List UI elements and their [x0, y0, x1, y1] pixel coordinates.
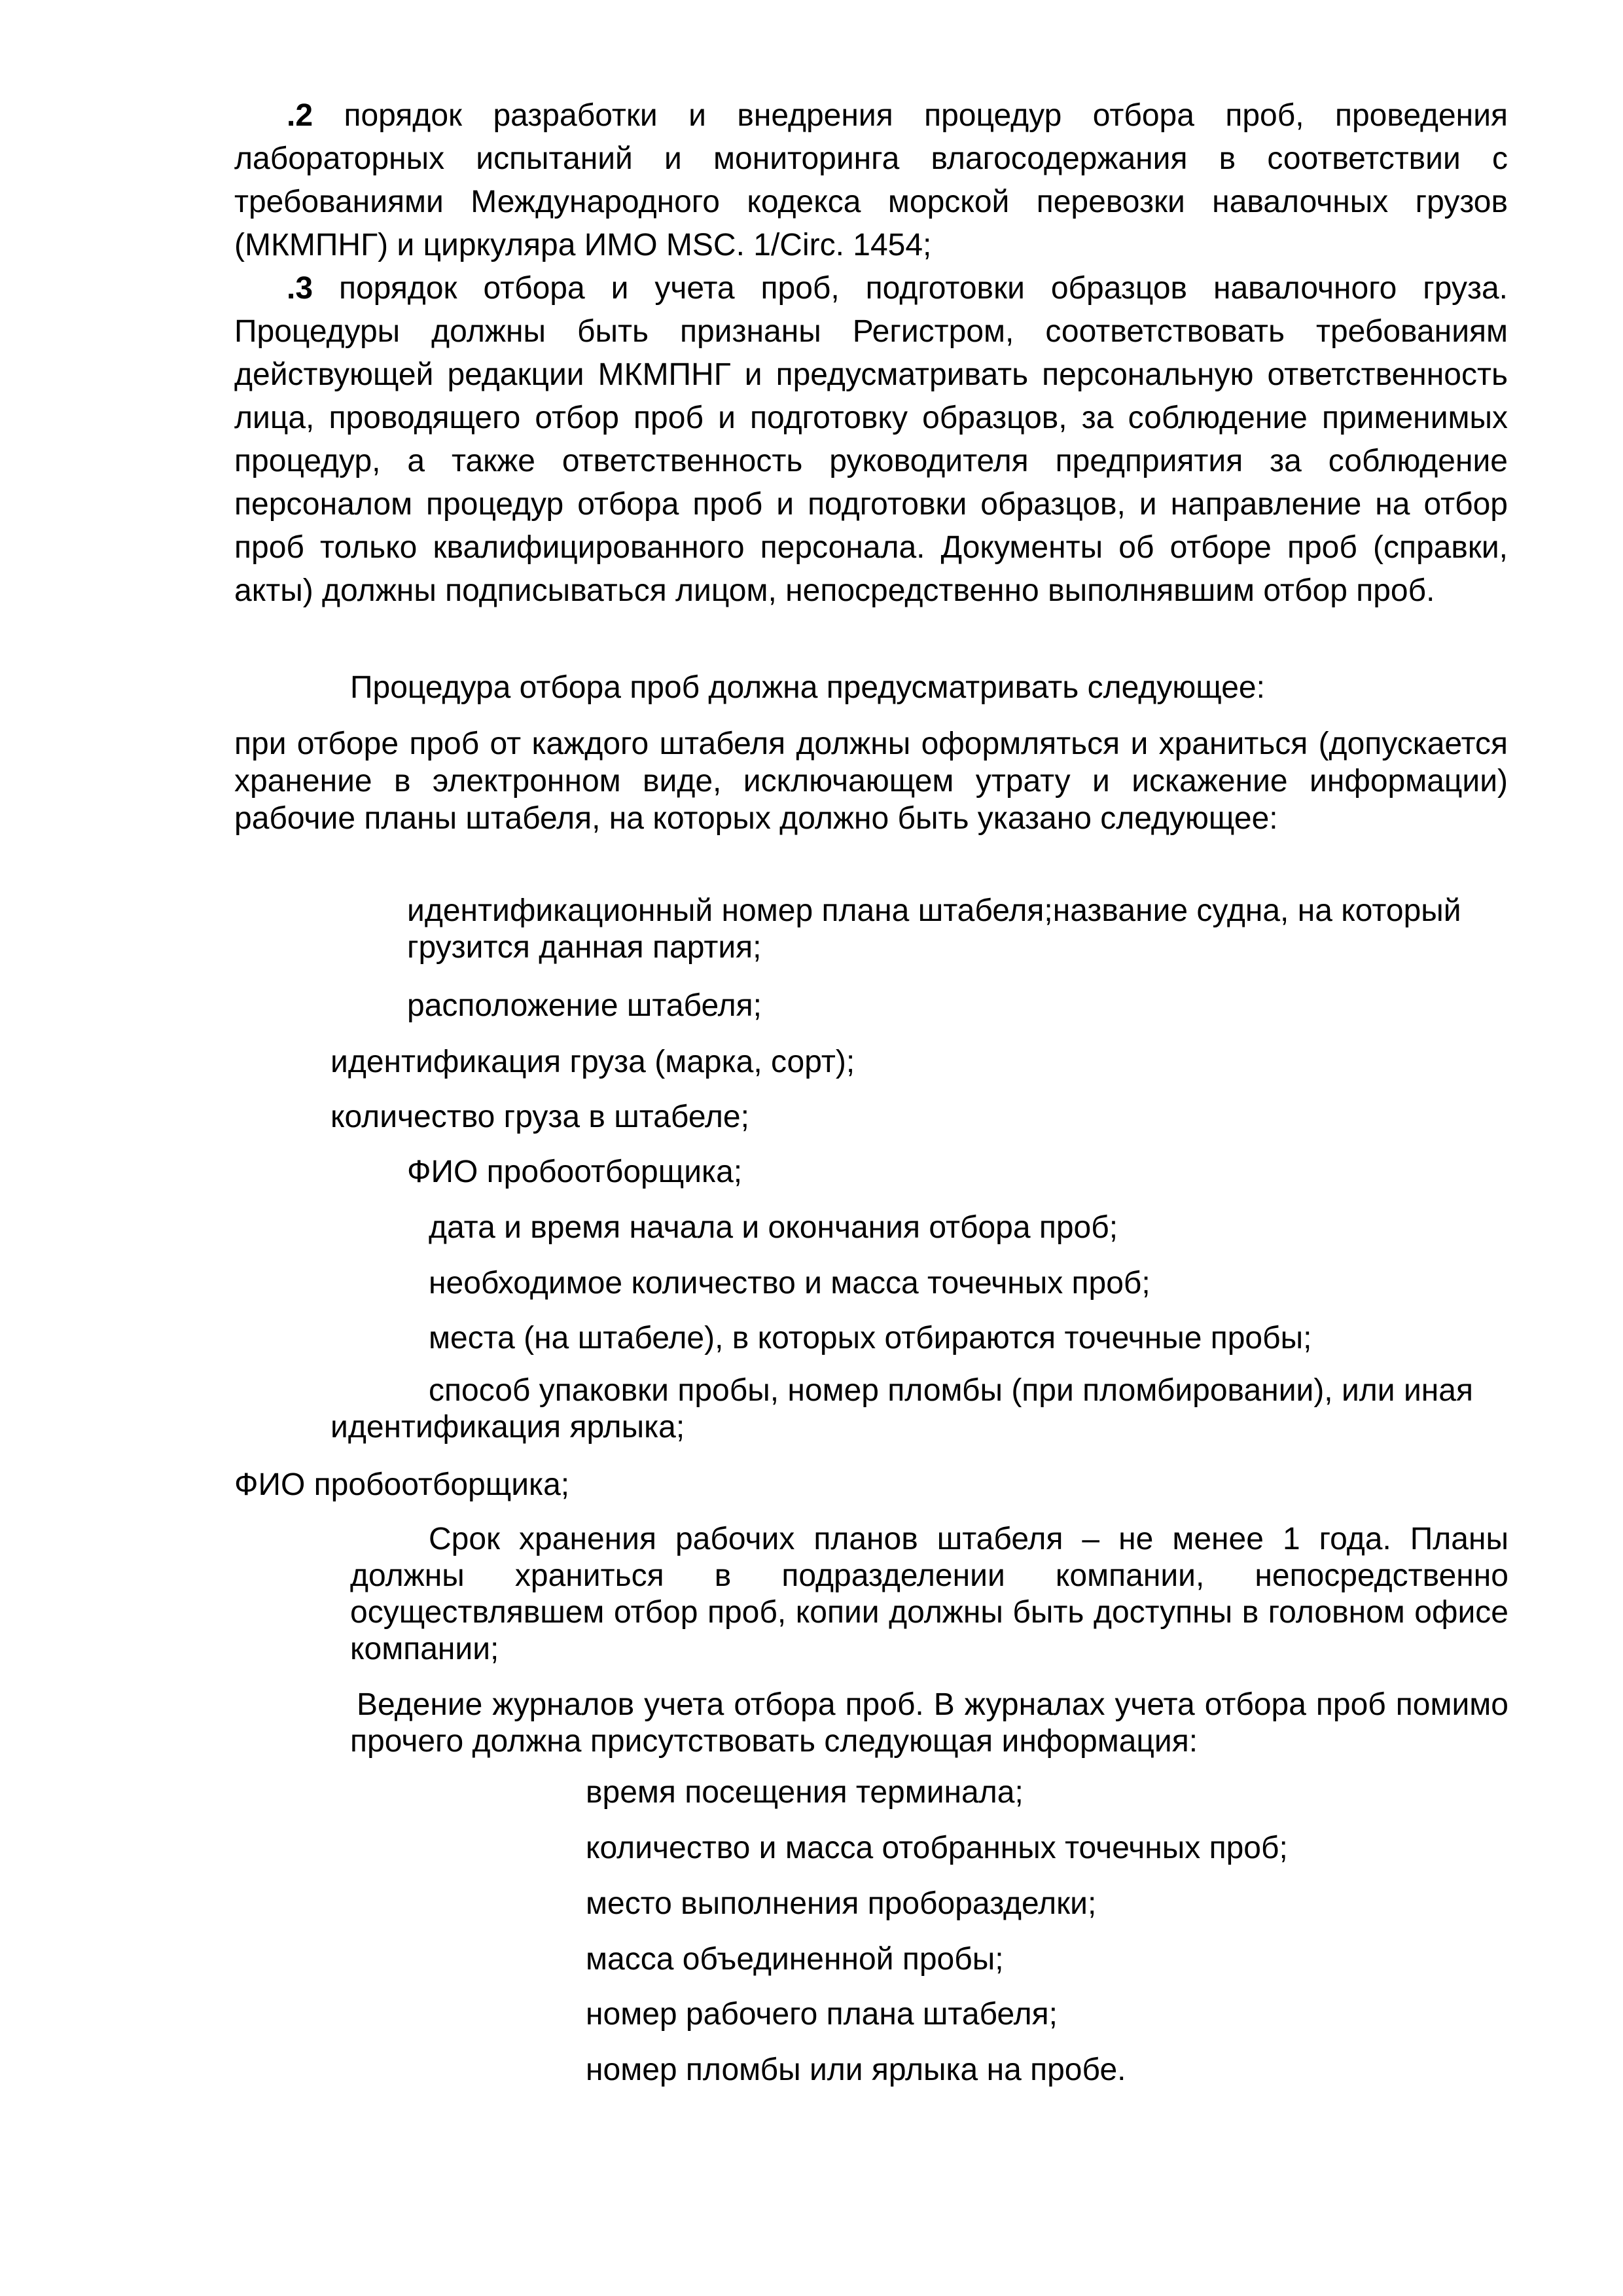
- plan-item: способ упаковки пробы, номер пломбы (при пломбировании), или иная идентификация ярлыка;: [330, 1373, 1473, 1444]
- journal-item: номер пломбы или ярлыка на пробе.: [586, 2053, 1126, 2087]
- item-2-number: .2: [287, 98, 313, 133]
- journal-intro: Ведение журналов учета отбора проб. В журналах учета отбора проб помимо прочего должна присутствовать следующая информация:: [350, 1687, 1508, 1759]
- journal-item: количество и масса отобранных точечных проб;: [586, 1831, 1288, 1865]
- plan-item: необходимое количество и масса точечных проб;: [429, 1266, 1150, 1300]
- item-3-number: .3: [287, 271, 313, 306]
- paragraph-item-2: [234, 94, 1508, 267]
- paragraph-item-3: [234, 267, 1508, 613]
- plan-item: дата и время начала и окончания отбора проб;: [429, 1210, 1118, 1245]
- plans-intro: при отборе проб от каждого штабеля должны оформляться и храниться (допускается хранение в электронном виде, исключающем утрату и искажение информации) рабочие планы штабеля, на которых должно быть указано следующее:: [234, 726, 1508, 836]
- plan-item: расположение штабеля;: [407, 988, 762, 1023]
- item-2-text: порядок разработки и внедрения процедур отбора проб, проведения лабораторных испытаний и мониторинга влагосодержания в соответствии с требованиями Международного кодекса морской перевозки навалочных грузов (МКМПНГ) и циркуляра ИМО MSC. 1/Circ. 1454;: [234, 98, 1508, 262]
- journal-item: время посещения терминала;: [586, 1775, 1024, 1810]
- plan-item: идентификация груза (марка, сорт);: [330, 1045, 855, 1079]
- storage-paragraph: Срок хранения рабочих планов штабеля – не менее 1 года. Планы должны храниться в подразделении компании, непосредственно осуществлявшем отбор проб, копии должны быть доступны в головном офисе компании;: [350, 1522, 1508, 1666]
- item-3-text: порядок отбора и учета проб, подготовки образцов навалочного груза. Процедуры должны быть признаны Регистром, соответствовать требованиям действующей редакции МКМПНГ и предусматривать персональную ответственность лица, проводящего отбор проб и подготовку образцов, за соблюдение применимых процедур, а также ответственность руководителя предприятия за соблюдение персоналом процедур отбора проб и подготовки образцов, и направление на отбор проб только квалифицированного персонала. Документы об отборе проб (справки, акты) должны подписываться лицом, непосредственно выполнявшим отбор проб.: [234, 271, 1508, 608]
- plan-item: ФИО пробоотборщика;: [234, 1467, 570, 1502]
- procedure-heading: Процедура отбора проб должна предусматривать следующее:: [350, 670, 1265, 705]
- plan-item: идентификационный номер плана штабеля;название судна, на который грузится данная партия;: [407, 893, 1461, 965]
- journal-item: место выполнения проборазделки;: [586, 1886, 1097, 1921]
- plan-item: ФИО пробоотборщика;: [407, 1155, 743, 1189]
- journal-item: номер рабочего плана штабеля;: [586, 1997, 1058, 2032]
- plan-item: количество груза в штабеле;: [330, 1100, 749, 1134]
- journal-item: масса объединенной пробы;: [586, 1942, 1004, 1977]
- plan-item: места (на штабеле), в которых отбираются точечные пробы;: [429, 1321, 1312, 1355]
